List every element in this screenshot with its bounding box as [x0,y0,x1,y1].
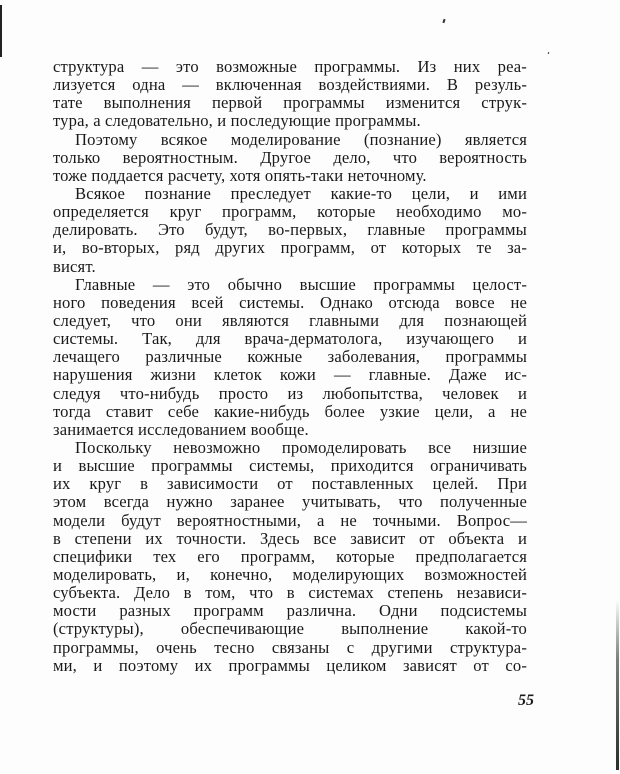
text-line: следуя что-нибудь просто из любопытства, человек и [53,383,527,403]
body-text [53,58,527,675]
text-line: моделировать, и, конечно, моделирующих возможностей [53,564,527,584]
text-line: (структуры), обеспечивающие выполнение какой-то [53,619,527,639]
text-line: нарушения жизни клеток кожи — главные. Даже ис- [53,365,527,385]
text-line: программы, очень тесно связаны с другими структура- [53,637,527,657]
scan-speck [442,19,445,23]
text-line: тате выполнения первой программы изменится струк- [53,93,527,113]
text-line: следует, что они являются главными для познающей [53,310,527,330]
text-line: делировать. Это будут, во-первых, главные программы [53,220,527,240]
text-line: тоже поддается расчету, хотя опять-таки неточному. [53,165,427,185]
text-line: ми, и поэтому их программы целиком зависят от со- [53,655,527,675]
text-line: этом всегда нужно заранее учитывать, что полученные [53,492,527,512]
text-line: и, во-вторых, ряд других программ, от которых те за- [53,238,527,258]
page-number: 55 [518,692,534,709]
scan-edge-right [616,600,619,770]
text-line: занимается исследованием вообще. [53,419,309,439]
text-line: Поскольку невозможно промоделировать все низшие [75,437,527,457]
paragraph [53,276,527,439]
text-line: висят. [53,256,96,276]
text-line: в степени их точности. Здесь все зависит от объекта и [53,528,527,548]
text-line: их круг в зависимости от поставленных целей. При [53,474,527,494]
text-line: лизуется одна — включенная воздействиями. В резуль- [53,75,527,95]
text-line: и высшие программы системы, приходится ограничивать [53,456,527,476]
text-line: определяется круг программ, которые необходимо мо- [53,202,527,222]
text-line: Поэтому всякое моделирование (познание) является [75,129,527,149]
text-line: мости разных программ различна. Одни подсистемы [53,601,527,621]
scan-speck [548,52,550,54]
text-line: системы. Так, для врача-дерматолога, изучающего и [53,329,527,349]
text-line: тогда ставит себе какие-нибудь более узкие цели, а не [53,401,527,421]
text-line: Всякое познание преследует какие-то цели, и ими [75,183,527,203]
paragraph [53,185,527,276]
paragraph [53,439,527,675]
text-line: тура, а следовательно, и последующие программы. [53,111,421,131]
text-line: модели будут вероятностными, а не точными. Вопрос— [53,510,527,530]
text-line: специфики тех его программ, которые предполагается [53,546,527,566]
text-line: субъекта. Дело в том, что в системах степень независи- [53,583,527,603]
text-line: лечащего различные кожные заболевания, программы [53,347,527,367]
scan-edge-left [0,5,2,57]
text-line: Главные — это обычно высшие программы целост- [75,274,527,294]
text-line: ного поведения всей системы. Однако отсюда вовсе не [53,292,527,312]
paragraph [53,58,527,131]
text-line: структура — это возможные программы. Из них реа- [53,57,527,76]
text-line: только вероятностным. Другое дело, что вероятность [53,147,527,167]
paragraph [53,131,527,185]
